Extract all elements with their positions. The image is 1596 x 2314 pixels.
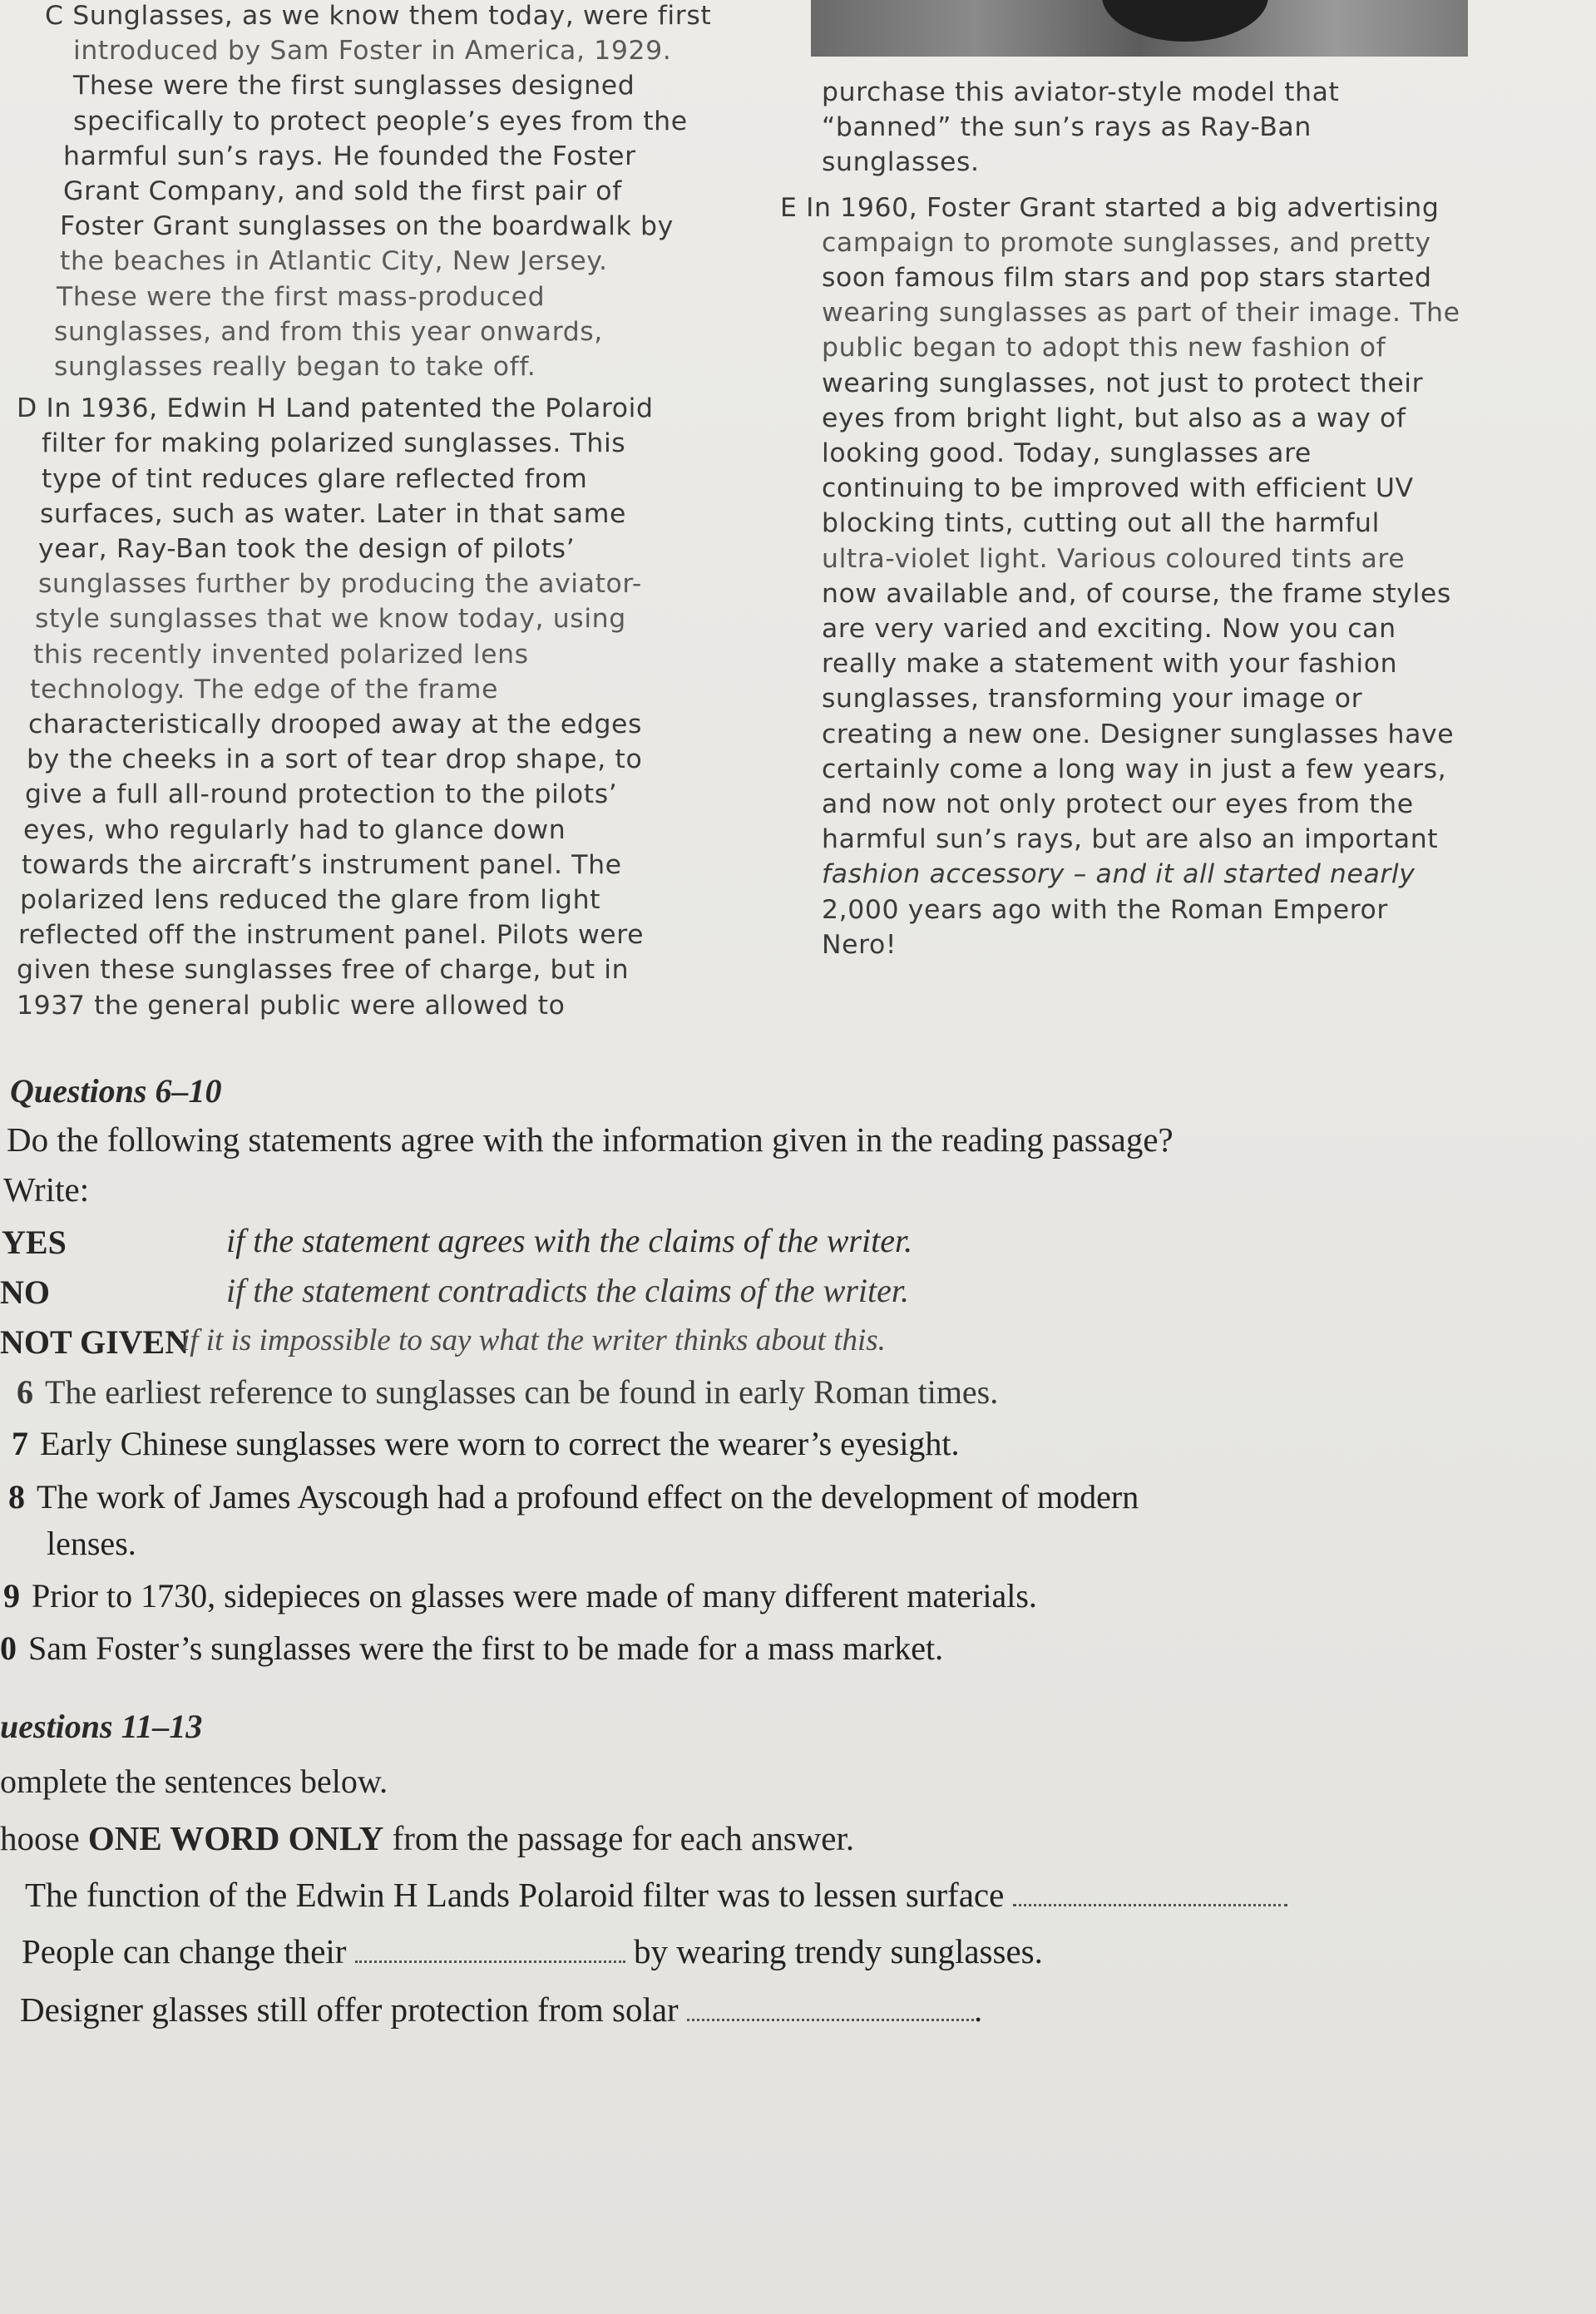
option-no-definition: if the statement contradicts the claims of the writer. — [226, 1272, 910, 1309]
answer-blank-11[interactable] — [1013, 1879, 1287, 1906]
sentence-text-after: . — [973, 1990, 983, 2029]
passage-line: soon famous film stars and pop stars started — [822, 263, 1432, 294]
passage-line: purchase this aviator-style model that — [822, 77, 1340, 107]
passage-line: blocking tints, cutting out all the harmful — [822, 508, 1380, 539]
passage-line: ultra-violet light. Various coloured tints are — [822, 543, 1406, 574]
passage-line: fashion accessory – and it all started nearly — [822, 859, 1416, 890]
statement-text: Prior to 1730, sidepieces on glasses were made of many different materials. — [32, 1577, 1037, 1614]
passage-line: sunglasses, and from this year onwards, — [54, 316, 603, 347]
passage-line: filter for making polarized sunglasses. This — [42, 428, 626, 459]
passage-line: characteristically drooped away at the edges — [28, 710, 643, 740]
passage-line: surfaces, such as water. Later in that same — [40, 498, 626, 529]
statement-number: 9 — [3, 1577, 20, 1614]
passage-line: certainly come a long way in just a few years, — [822, 754, 1447, 784]
statement-10 — [0, 1629, 943, 1668]
write-label: Write: — [3, 1170, 90, 1209]
passage-line: technology. The edge of the frame — [30, 674, 499, 705]
sentence-13 — [20, 1990, 982, 2030]
statement-9 — [3, 1576, 1037, 1615]
passage-line: specifically to protect people’s eyes from the — [73, 106, 688, 136]
passage-line: D In 1936, Edwin H Land patented the Polaroid — [17, 393, 654, 424]
passage-line: given these sunglasses free of charge, but in — [17, 955, 630, 986]
sentence-text: People can change their — [22, 1932, 347, 1970]
passage-line: These were the first mass-produced — [57, 281, 546, 312]
sunglasses-lens-image — [1102, 0, 1268, 42]
sentence-text: Designer glasses still offer protection from solar — [20, 1990, 679, 2029]
questions-6-10-instruction: Do the following statements agree with the information given in the reading passage? — [7, 1120, 1174, 1159]
option-no-label: NO — [0, 1273, 50, 1311]
questions-11-13-heading: uestions 11–13 — [0, 1708, 203, 1745]
passage-line: towards the aircraft’s instrument panel. The — [22, 849, 622, 880]
choose-suffix: from the passage for each answer. — [383, 1819, 855, 1857]
photo-fragment — [811, 0, 1468, 57]
passage-line: introduced by Sam Foster in America, 1929. — [73, 36, 672, 67]
option-not-given-label: NOT GIVEN — [0, 1323, 190, 1361]
sentence-text-after: by wearing trendy sunglasses. — [633, 1932, 1043, 1970]
passage-line: by the cheeks in a sort of tear drop shape, to — [27, 744, 643, 775]
statement-text: The earliest reference to sunglasses can be found in early Roman times. — [45, 1373, 999, 1411]
passage-line: looking good. Today, sunglasses are — [822, 438, 1312, 469]
passage-line: Foster Grant sunglasses on the boardwalk by — [60, 211, 674, 242]
passage-line: are very varied and exciting. Now you can — [822, 614, 1396, 645]
answer-blank-12[interactable] — [355, 1936, 625, 1963]
choose-instruction — [0, 1818, 854, 1858]
statement-8 — [8, 1477, 1139, 1516]
passage-line: E In 1960, Foster Grant started a big advertising — [780, 192, 1440, 223]
passage-line: and now not only protect our eyes from the — [822, 789, 1414, 820]
passage-line: These were the first sunglasses designed — [73, 71, 635, 101]
passage-line: 2,000 years ago with the Roman Emperor — [822, 894, 1388, 925]
passage-line: give a full all-round protection to the pilots’ — [25, 779, 618, 810]
statement-6 — [17, 1372, 998, 1412]
passage-line: wearing sunglasses as part of their image. The — [822, 298, 1460, 329]
passage-line: Grant Company, and sold the first pair of — [63, 176, 622, 207]
passage-line: harmful sun’s rays, but are also an important — [822, 824, 1439, 855]
option-not-given-definition: if it is impossible to say what the writer thinks about this. — [181, 1323, 886, 1357]
statement-number: 0 — [0, 1629, 17, 1667]
sentence-11 — [25, 1875, 1287, 1915]
passage-line: “banned” the sun’s rays as Ray-Ban — [822, 112, 1312, 143]
passage-line: the beaches in Atlantic City, New Jersey. — [60, 246, 608, 277]
passage-line: this recently invented polarized lens — [33, 639, 529, 670]
statement-7 — [12, 1424, 960, 1463]
statement-text: Early Chinese sunglasses were worn to correct the wearer’s eyesight. — [40, 1425, 960, 1462]
questions-6-10-heading: Questions 6–10 — [10, 1072, 222, 1110]
answer-blank-13[interactable] — [687, 1994, 974, 2021]
passage-line: style sunglasses that we know today, using — [35, 604, 626, 635]
passage-line: eyes from bright light, but also as a way of — [822, 403, 1406, 433]
questions-11-13-instruction: omplete the sentences below. — [0, 1763, 388, 1800]
passage-line: sunglasses really began to take off. — [54, 352, 536, 383]
statement-number: 7 — [12, 1425, 28, 1462]
passage-line: 1937 the general public were allowed to — [17, 990, 566, 1021]
statement-number: 6 — [17, 1373, 33, 1411]
statement-number: 8 — [8, 1478, 25, 1515]
passage-line: wearing sunglasses, not just to protect their — [822, 368, 1424, 398]
choose-bold: ONE WORD ONLY — [87, 1819, 384, 1857]
passage-line: really make a statement with your fashion — [822, 649, 1398, 680]
passage-line: type of tint reduces glare reflected from — [42, 463, 588, 494]
statement-8-continued: lenses. — [47, 1525, 136, 1562]
passage-line: Nero! — [822, 929, 897, 960]
passage-line: sunglasses, transforming your image or — [822, 684, 1363, 714]
passage-line: continuing to be improved with efficient UV — [822, 473, 1414, 504]
sentence-12 — [22, 1931, 1043, 1971]
passage-line: reflected off the instrument panel. Pilots were — [18, 920, 645, 951]
choose-prefix: hoose — [0, 1819, 88, 1857]
passage-line: public began to adopt this new fashion of — [822, 333, 1386, 363]
statement-text: Sam Foster’s sunglasses were the first to be made for a mass market. — [28, 1629, 944, 1667]
passage-line: eyes, who regularly had to glance down — [23, 814, 566, 845]
passage-right-column — [780, 75, 1570, 962]
passage-line: campaign to promote sunglasses, and pretty — [822, 227, 1431, 258]
statement-text: The work of James Ayscough had a profound effect on the development of modern — [37, 1478, 1139, 1515]
sentence-text: The function of the Edwin H Lands Polaroid filter was to lessen surface — [25, 1876, 1005, 1914]
passage-line: harmful sun’s rays. He founded the Foster — [63, 141, 636, 171]
option-yes-label: YES — [2, 1224, 67, 1261]
passage-left-column — [17, 0, 765, 1023]
passage-line: creating a new one. Designer sunglasses have — [822, 719, 1455, 749]
passage-line: polarized lens reduced the glare from light — [20, 885, 601, 916]
passage-line: sunglasses further by producing the aviator- — [38, 569, 642, 600]
passage-line: year, Ray-Ban took the design of pilots’ — [38, 534, 576, 565]
passage-line: C Sunglasses, as we know them today, were first — [45, 1, 712, 31]
passage-line: now available and, of course, the frame styles — [822, 578, 1451, 609]
passage-line: sunglasses. — [822, 147, 980, 178]
option-yes-definition: if the statement agrees with the claims of the writer. — [226, 1222, 913, 1259]
